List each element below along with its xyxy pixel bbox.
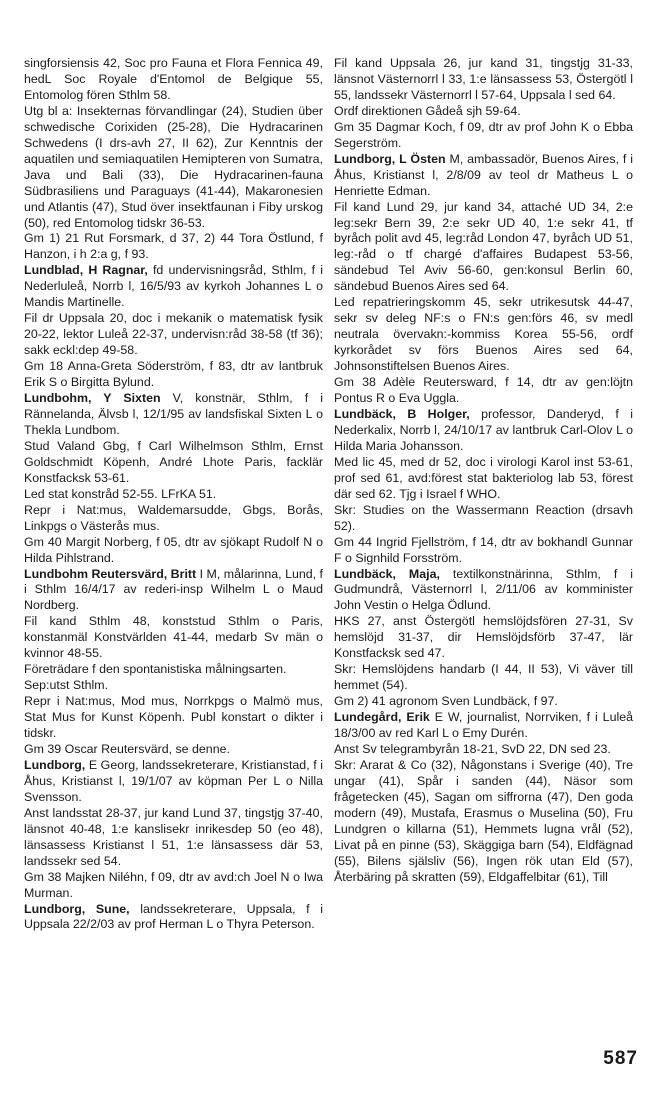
entry-text: Led stat konstråd 52-55. LFrKA 51. (24, 486, 217, 501)
person-name: Lundbäck, Maja, (334, 566, 440, 581)
entry-text: singforsiensis 42, Soc pro Fauna et Flora Fennica 49, hedL Soc Royale d'Entomol de Belgique 55, Entomolog fören Sthlm 58. (24, 56, 323, 102)
entry-heading-paragraph (334, 567, 633, 615)
entry-heading-paragraph (24, 567, 323, 615)
entry-text: Gm 38 Adèle Reutersward, f 14, dtr av gen:löjtn Pontus R o Eva Uggla. (334, 375, 633, 406)
entry-text: Skr: Studies on the Wassermann Reaction (drsavh 52). (334, 502, 633, 533)
entry-paragraph (334, 742, 633, 758)
entry-paragraph (24, 662, 323, 678)
entry-text: landssekreterare, Uppsala, f i Uppsala 22/2/03 av prof Herman L o Thyra Peterson. (24, 901, 323, 932)
entry-heading-paragraph (334, 710, 633, 742)
entry-text: Utg bl a: Insekternas förvandlingar (24), Studien über schwedische Corixiden (25-28), Die Hydracarinen Schwedens (I drs-avh 27, II 62), Zur Kenntnis der aquatilen und semiaquatilen Hemipteren von Sumatra, Java und Bali (33), Die Hydracarinen-fauna Südbrasiliens und Paraguays (41-44), Makaronesien und Atlantis (47), Stud över insektfaunan i Fiby urskog (50), red Entomolog tidskr 36-53. (24, 103, 323, 230)
entry-heading-paragraph (24, 263, 323, 311)
entry-text: Gm 38 Majken Niléhn, f 09, dtr av avd:ch Joel N o Iwa Murman. (24, 869, 323, 900)
entry-text: Gm 2) 41 agronom Sven Lundbäck, f 97. (334, 694, 558, 709)
entry-paragraph (334, 694, 633, 710)
entry-heading-paragraph (334, 407, 633, 455)
person-name: Lundegård, Erik (334, 710, 430, 725)
entry-text: Ordf direktionen Gådeå sjh 59-64. (334, 103, 521, 118)
entry-text: fd undervisningsråd, Sthlm, f i Nederluleå, Norrb l, 16/5/93 av kyrkoh Johannes L o Mandis Martinelle. (24, 263, 323, 310)
entry-paragraph (24, 487, 323, 503)
entry-text: V, konstnär, Sthlm, f i Rännelanda, Älvsb l, 12/1/95 av landsfiskal Sixten L o Thekla Lundbom. (24, 391, 324, 437)
entry-paragraph (24, 742, 323, 758)
entry-text: I M, målarinna, Lund, f i Sthlm 16/4/17 av rederi-insp Wilhelm L o Maud Nordberg. (24, 566, 323, 613)
person-name: Lundborg, (24, 757, 86, 772)
entry-text: Fil kand Sthlm 48, konststud Sthlm o Paris, konstanmäl Konstvärlden 41-44, medarb Sv män o kvinnor 48-55. (24, 614, 323, 661)
entry-text: Gm 1) 21 Rut Forsmark, d 37, 2) 44 Tora Östlund, f Hanzon, i h 2:a g, f 93. (24, 231, 323, 262)
person-name: Lundborg, L Östen (334, 151, 446, 166)
entry-text: Fil dr Uppsala 20, doc i mekanik o matematisk fysik 20-22, lektor Luleå 22-37, undervisn:råd 38-58 (tf 36); sakk eckl:dep 49-58. (24, 311, 323, 358)
person-name: Lundblad, H Ragnar, (24, 263, 148, 278)
entry-heading-paragraph (24, 758, 323, 806)
entry-text: Gm 18 Anna-Greta Söderström, f 83, dtr av lantbruk Erik S o Birgitta Bylund. (24, 359, 323, 390)
entry-text: E Georg, landssekreterare, Kristianstad, f i Åhus, Kristianst l, 19/1/07 av köpman Per L o Nilla Svensson. (24, 757, 323, 804)
entry-paragraph (334, 56, 633, 104)
entry-text: E W, journalist, Norrviken, f i Luleå 18/3/00 av red Karl L o Emy Durén. (334, 710, 633, 741)
entry-text: Stud Valand Gbg, f Carl Wilhelmson Sthlm, Ernst Goldschmidt Köpenh, André Lhote Paris, facklär Konstfacksk 53-61. (24, 438, 323, 485)
left-column (24, 56, 323, 933)
entry-text: Fil kand Uppsala 26, jur kand 31, tingstjg 31-33, länsnot Västernorrl l 33, 1:e länsassess 53, Östergötl l 55, landssekr Västernorrl l 57-64, Uppsala l sed 64. (334, 56, 633, 102)
person-name: Lundbäck, B Holger, (334, 406, 470, 421)
entry-paragraph (24, 806, 323, 870)
entry-paragraph (334, 614, 633, 662)
entry-paragraph (334, 200, 633, 296)
person-name: Lundbohm, Y Sixten (24, 391, 161, 406)
entry-paragraph (24, 311, 323, 359)
entry-paragraph (24, 870, 323, 902)
entry-paragraph (334, 120, 633, 152)
entry-text: Gm 39 Oscar Reutersvärd, se denne. (24, 741, 230, 756)
person-name: Lundborg, Sune, (24, 901, 130, 916)
entry-text: professor, Danderyd, f i Nederkalix, Norrb l, 24/10/17 av lantbruk Carl-Olov L o Hilda Maria Johansson. (334, 406, 633, 453)
entry-paragraph (24, 614, 323, 662)
entry-text: Sep:utst Sthlm. (24, 678, 109, 693)
entry-text: Skr: Hemslöjdens handarb (I 44, II 53), Vi väver till hemmet (54). (334, 662, 633, 693)
entry-heading-paragraph (24, 902, 323, 934)
entry-paragraph (334, 535, 633, 567)
entry-paragraph (24, 56, 323, 104)
entry-paragraph (334, 104, 633, 120)
entry-text: Gm 40 Margit Norberg, f 05, dtr av sjökapt Rudolf N o Hilda Pihlstrand. (24, 534, 323, 565)
entry-text: Anst landsstat 28-37, jur kand Lund 37, tingstjg 37-40, länsnot 40-48, 1:e kanslisekr inrikesdep 50 (eo 48), länsassess Kristianst l 51, 1:e länsassess där 53, landssekr sed 54. (24, 805, 323, 868)
entry-paragraph (24, 503, 323, 535)
entry-paragraph (334, 295, 633, 375)
entry-paragraph (24, 439, 323, 487)
entry-text: Repr i Nat:mus, Mod mus, Norrkpgs o Malmö mus, Stat Mus for Kunst Köpenh. Publ konstart o dikter i tidskr. (24, 694, 323, 741)
entry-heading-paragraph (334, 152, 633, 200)
entry-text: M, ambassadör, Buenos Aires, f i Åhus, Kristianst l, 2/8/09 av teol dr Matheus L o Henriette Edman. (334, 151, 634, 198)
entry-text: textilkonstnärinna, Sthlm, f i Gudmundrå, Västernorrl l, 2/11/06 av komminister John Vestin o Helga Ödlund. (334, 566, 633, 613)
entry-paragraph (24, 535, 323, 567)
entry-text: Gm 44 Ingrid Fjellström, f 14, dtr av bokhandl Gunnar F o Signhild Forsström. (334, 534, 633, 565)
entry-paragraph (334, 662, 633, 694)
entry-text: Skr: Ararat & Co (32), Någonstans i Sverige (40), Tre ungar (41), Spår i sanden (44), Näsor som frågetecken (45), Sagan om siffrorna (47), Den goda modern (49), Mustafa, Erasmus o Muselina (50), Fru Lundgren o killarna (51), Hemmets lugna vrål (52), Livat på en pinne (53), Skäggiga barn (54), Eldfägnad (55), Bilens själsliv (56), Ingen rök utan Eld (57), Återbäring på skratten (59), Eldgaffelbitar (61), Till (334, 757, 633, 884)
entry-text: Led repatrieringskomm 45, sekr utrikesutsk 44-47, sekr sv deleg NF:s o FN:s gen:förs 46, sv medl neutrala övervakn:-kommiss Korea 55-56, ordf kyrkorådet sv förs Buenos Aires sed 64, Johnsonstiftelsen Buenos Aires. (334, 295, 633, 374)
entry-paragraph (24, 359, 323, 391)
entry-paragraph (24, 104, 323, 232)
entry-paragraph (24, 694, 323, 742)
entry-text: Repr i Nat:mus, Waldemarsudde, Gbgs, Borås, Linkpgs o Västerås mus. (24, 502, 323, 533)
entry-text: HKS 27, anst Östergötl hemslöjdsfören 27-31, Sv hemslöjd 31-37, dir Hemslöjdsförb 37-47, lär Konstfacksk sed 47. (334, 614, 633, 661)
page-number: 587 (603, 1048, 638, 1069)
person-name: Lundbohm Reutersvärd, Britt (24, 566, 197, 581)
entry-paragraph (334, 455, 633, 503)
entry-paragraph (334, 375, 633, 407)
entry-text: Fil kand Lund 29, jur kand 34, attaché UD 34, 2:e leg:sekr Bern 39, 2:e sekr UD 40, 1:e sekr 41, tf byråch polit avd 45, leg:råd London 47, byråch UD 51, leg:-råd o tf chargé d'affaires Budapest 53-56, sändebud Tel Aviv 56-60, gen:konsul Berlin 60, sändebud Buenos Aires sed 64. (334, 199, 633, 294)
entry-text: Anst Sv telegrambyrån 18-21, SvD 22, DN sed 23. (334, 741, 611, 756)
entry-text: Med lic 45, med dr 52, doc i virologi Karol inst 53-61, prof sed 61, avd:förest stat bakteriolog lab 53, förest där sed 62. Tjg i Israel f WHO. (334, 454, 633, 501)
entry-paragraph (24, 231, 323, 263)
entry-heading-paragraph (24, 391, 323, 439)
entry-text: Gm 35 Dagmar Koch, f 09, dtr av prof John K o Ebba Segerström. (334, 119, 633, 150)
entry-text: Företrädare f den spontanistiska målningsarten. (24, 662, 287, 677)
right-column (334, 56, 633, 886)
entry-paragraph (334, 503, 633, 535)
entry-paragraph (24, 678, 323, 694)
entry-paragraph (334, 758, 633, 886)
